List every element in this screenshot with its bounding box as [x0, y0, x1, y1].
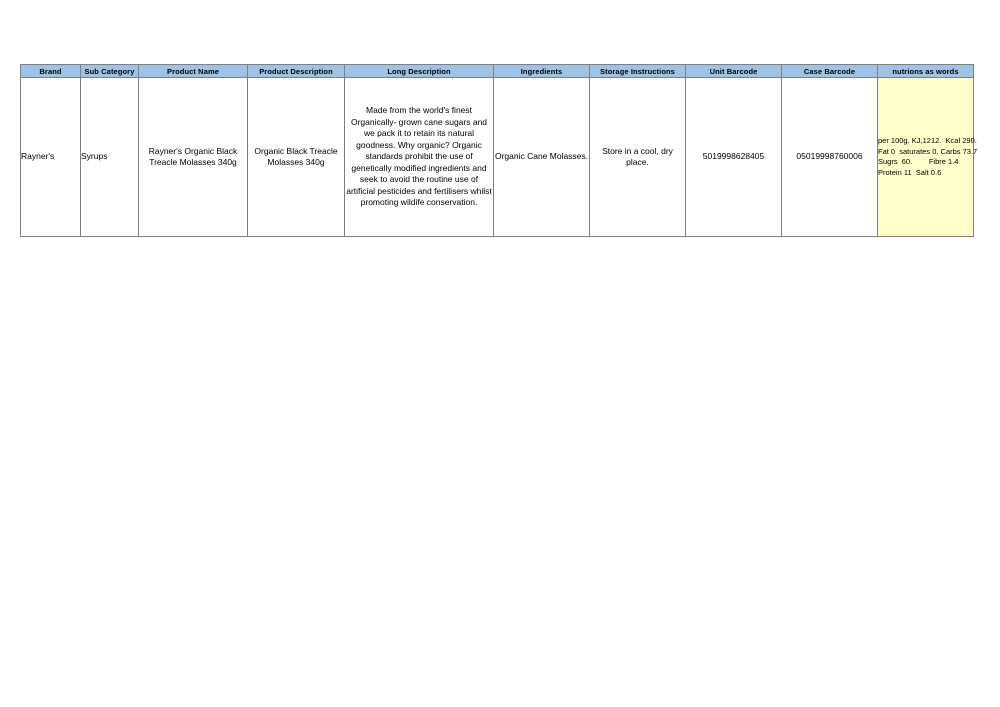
- cell-brand: Rayner's: [21, 78, 81, 237]
- column-header-ingredients: Ingredients: [494, 65, 590, 78]
- cell-nutritions-as-words: [878, 78, 978, 237]
- nutrition-line: Fat 0 saturates 0. Carbs 73.7: [878, 146, 978, 156]
- nutrition-line: per 100g. KJ,1212. Kcal 290.: [878, 136, 977, 145]
- cell-unit-barcode: 5019998628405: [686, 78, 782, 237]
- nutrition-lines: [878, 136, 978, 178]
- column-header-product-name: Product Name: [139, 65, 248, 78]
- cell-storage-instructions: Store in a cool, dry place.: [590, 78, 686, 237]
- column-header-brand: Brand: [21, 65, 81, 78]
- product-table: [20, 64, 978, 237]
- cell-case-barcode: 05019998760006: [782, 78, 878, 237]
- cell-long-description: Made from the world's finest Organically- grown cane sugars and we pack it to retain its natural goodness. Why organic? Organic standards prohibit the use of genetically modified ingredients and seek to avoid the routine use of artificial pesticides and fertilisers whilst promoting wildife conservation.: [345, 78, 494, 237]
- table-row: [21, 78, 974, 237]
- column-header-long-description: Long Description: [345, 65, 494, 78]
- cell-ingredients: Organic Cane Molasses.: [494, 78, 590, 237]
- cell-product-description: Organic Black Treacle Molasses 340g: [248, 78, 345, 237]
- column-header-unit-barcode: Unit Barcode: [686, 65, 782, 78]
- column-header-storage-instructions: Storage Instructions: [590, 65, 686, 78]
- cell-sub-category: Syrups: [81, 78, 139, 237]
- nutrition-line: Protein 11 Salt 0.6: [878, 167, 942, 177]
- column-header-product-description: Product Description: [248, 65, 345, 78]
- nutrition-line: Sugrs 60. Fibre 1.4: [878, 157, 959, 166]
- spreadsheet-area: [20, 64, 978, 237]
- column-header-sub-category: Sub Category: [81, 65, 139, 78]
- column-header-nutritions-as-words: nutrions as words: [878, 65, 974, 78]
- table-header-row: [21, 65, 974, 78]
- cell-product-name: Rayner's Organic Black Treacle Molasses 340g: [139, 78, 248, 237]
- column-header-case-barcode: Case Barcode: [782, 65, 878, 78]
